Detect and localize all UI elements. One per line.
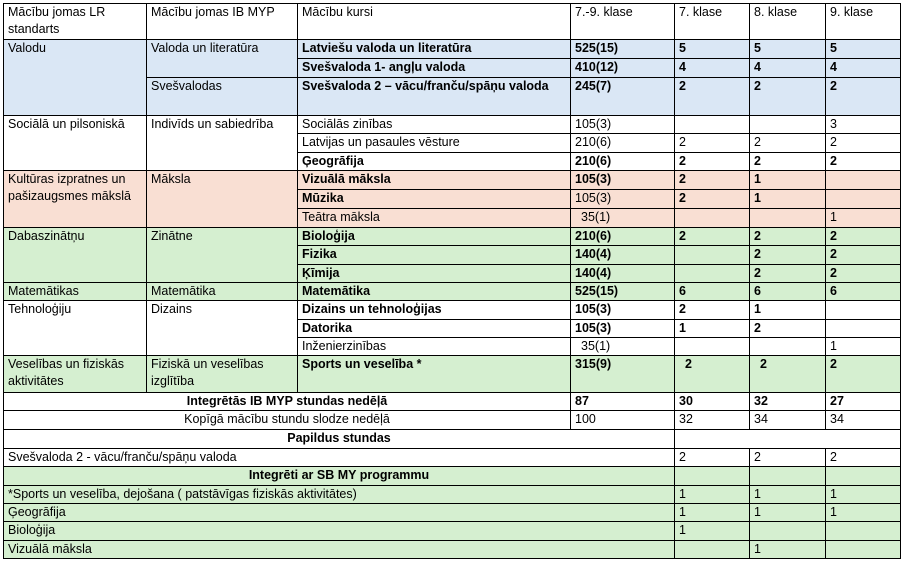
course-total: 210(6) xyxy=(571,134,675,152)
course-g9: 2 xyxy=(826,228,901,246)
sb-geo-g7: 1 xyxy=(675,503,750,521)
course-g8: 2 xyxy=(750,264,826,282)
course-g7: 2 xyxy=(675,152,750,170)
area-svesvalodas: Svešvalodas xyxy=(147,78,298,116)
course-g9: 2 xyxy=(826,78,901,116)
course-total: 140(4) xyxy=(571,246,675,264)
additional-sv2-g8: 2 xyxy=(750,448,826,466)
course-g9 xyxy=(826,190,901,208)
course-name: Fizika xyxy=(298,246,571,264)
course-name: Latviešu valoda un literatūra xyxy=(298,39,571,58)
course-g9: 2 xyxy=(826,246,901,264)
header-lr-standards: Mācību jomas LR standarts xyxy=(4,4,147,40)
table-row xyxy=(4,485,901,503)
area-dizains: Dizains xyxy=(147,301,298,356)
course-g7 xyxy=(675,264,750,282)
additional-empty xyxy=(675,429,901,448)
course-g8: 2 xyxy=(750,356,826,393)
additional-sv2-g9: 2 xyxy=(826,448,901,466)
course-g9 xyxy=(826,301,901,319)
course-g7: 6 xyxy=(675,282,750,300)
course-name: Sociālās zinības xyxy=(298,116,571,134)
load-label: Kopīgā mācību stundu slodze nedēļā xyxy=(4,411,571,429)
course-g8 xyxy=(750,208,826,227)
header-row xyxy=(4,4,901,40)
table-row xyxy=(4,301,901,319)
course-g8: 4 xyxy=(750,58,826,77)
sb-viz-label: Vizuālā māksla xyxy=(4,540,675,558)
course-total: 140(4) xyxy=(571,264,675,282)
table-row xyxy=(4,282,901,300)
course-g9: 3 xyxy=(826,116,901,134)
load-g9: 34 xyxy=(826,411,901,429)
sb-viz-g7 xyxy=(675,540,750,558)
area-tehnologiju: Tehnoloģiju xyxy=(4,301,147,356)
area-social: Sociālā un pilsoniskā xyxy=(4,116,147,171)
area-valodu: Valodu xyxy=(4,39,147,115)
header-grades-total: 7.-9. klase xyxy=(571,4,675,40)
course-g7: 2 xyxy=(675,228,750,246)
course-name: Bioloģija xyxy=(298,228,571,246)
header-grade9: 9. klase xyxy=(826,4,901,40)
course-g9: 5 xyxy=(826,39,901,58)
course-g8: 2 xyxy=(750,246,826,264)
sb-geo-g9: 1 xyxy=(826,503,901,521)
sb-bio-g7: 1 xyxy=(675,522,750,540)
course-name: Inženierzinības xyxy=(298,337,571,355)
curriculum-table xyxy=(3,3,901,559)
course-g8: 5 xyxy=(750,39,826,58)
area-kultura: Kultūras izpratnes un pašizaugsmes mākslā xyxy=(4,170,147,227)
course-g9: 1 xyxy=(826,337,901,355)
table-row xyxy=(4,540,901,558)
course-g9: 2 xyxy=(826,134,901,152)
course-name: Svešvaloda 2 – vācu/franču/spāņu valoda xyxy=(298,78,571,116)
area-matematikas: Matemātikas xyxy=(4,282,147,300)
course-total: 35(1) xyxy=(571,208,675,227)
integrated-g9: 27 xyxy=(826,392,901,410)
area-dabas: Dabaszinātņu xyxy=(4,228,147,283)
load-g8: 34 xyxy=(750,411,826,429)
sb-viz-g8: 1 xyxy=(750,540,826,558)
course-g8: 2 xyxy=(750,319,826,337)
course-g7: 2 xyxy=(675,301,750,319)
header-courses: Mācību kursi xyxy=(298,4,571,40)
area-individs: Indivīds un sabiedrība xyxy=(147,116,298,171)
course-g7: 5 xyxy=(675,39,750,58)
course-total: 525(15) xyxy=(571,282,675,300)
course-name: Sports un veselība * xyxy=(298,356,571,393)
course-total: 210(6) xyxy=(571,228,675,246)
sb-header-row xyxy=(4,467,901,485)
course-total: 105(3) xyxy=(571,170,675,189)
course-g9: 4 xyxy=(826,58,901,77)
area-veseliba: Veselības un fiziskās aktivitātes xyxy=(4,356,147,393)
header-grade7: 7. klase xyxy=(675,4,750,40)
sb-sport-g7: 1 xyxy=(675,485,750,503)
course-name: Svešvaloda 1- angļu valoda xyxy=(298,58,571,77)
sb-geo-g8: 1 xyxy=(750,503,826,521)
course-name: Mūzika xyxy=(298,190,571,208)
course-g8 xyxy=(750,337,826,355)
integrated-total: 87 xyxy=(571,392,675,410)
integrated-g7: 30 xyxy=(675,392,750,410)
course-g9: 2 xyxy=(826,356,901,393)
header-grade8: 8. klase xyxy=(750,4,826,40)
course-g8: 2 xyxy=(750,134,826,152)
integrated-label: Integrētās IB MYP stundas nedēļā xyxy=(4,392,571,410)
course-g8: 2 xyxy=(750,228,826,246)
table-row xyxy=(4,39,901,58)
course-g8: 6 xyxy=(750,282,826,300)
table-row xyxy=(4,170,901,189)
course-g7: 2 xyxy=(675,78,750,116)
sb-bio-g8 xyxy=(750,522,826,540)
course-g8 xyxy=(750,116,826,134)
sb-bio-label: Bioloģija xyxy=(4,522,675,540)
course-g7 xyxy=(675,116,750,134)
table-row xyxy=(4,356,901,393)
area-zinatne: Zinātne xyxy=(147,228,298,283)
course-total: 105(3) xyxy=(571,190,675,208)
course-g7 xyxy=(675,208,750,227)
integrated-row xyxy=(4,392,901,410)
course-g7 xyxy=(675,337,750,355)
area-maksla: Māksla xyxy=(147,170,298,227)
sb-sport-g9: 1 xyxy=(826,485,901,503)
course-g7: 1 xyxy=(675,319,750,337)
course-g8: 1 xyxy=(750,190,826,208)
course-g7: 2 xyxy=(675,134,750,152)
sb-geo-label: Ģeogrāfija xyxy=(4,503,675,521)
table-row xyxy=(4,116,901,134)
course-total: 410(12) xyxy=(571,58,675,77)
course-g7 xyxy=(675,246,750,264)
course-g9 xyxy=(826,319,901,337)
course-total: 105(3) xyxy=(571,301,675,319)
course-g8: 1 xyxy=(750,170,826,189)
course-g7: 2 xyxy=(675,356,750,393)
additional-header-row xyxy=(4,429,901,448)
course-total: 35(1) xyxy=(571,337,675,355)
sb-sport-g8: 1 xyxy=(750,485,826,503)
course-name: Dizains un tehnoloģijas xyxy=(298,301,571,319)
course-g8: 2 xyxy=(750,152,826,170)
course-total: 105(3) xyxy=(571,116,675,134)
course-name: Ģeogrāfija xyxy=(298,152,571,170)
course-g8: 1 xyxy=(750,301,826,319)
load-g7: 32 xyxy=(675,411,750,429)
integrated-g8: 32 xyxy=(750,392,826,410)
course-name: Teātra māksla xyxy=(298,208,571,227)
additional-sv2-label: Svešvaloda 2 - vācu/franču/spāņu valoda xyxy=(4,448,675,466)
area-valoda-lit: Valoda un literatūra xyxy=(147,39,298,78)
course-g7: 2 xyxy=(675,190,750,208)
course-g9 xyxy=(826,170,901,189)
area-fiziska: Fiziskā un veselības izglītība xyxy=(147,356,298,393)
course-g9: 6 xyxy=(826,282,901,300)
course-g9: 1 xyxy=(826,208,901,227)
sb-title: Integrēti ar SB MY programmu xyxy=(4,467,675,485)
course-g8: 2 xyxy=(750,78,826,116)
table-row xyxy=(4,503,901,521)
table-row xyxy=(4,448,901,466)
sb-sport-label: *Sports un veselība, dejošana ( patstāvīgas fiziskās aktivitātes) xyxy=(4,485,675,503)
course-total: 525(15) xyxy=(571,39,675,58)
course-total: 315(9) xyxy=(571,356,675,393)
additional-sv2-g7: 2 xyxy=(675,448,750,466)
sb-bio-g9 xyxy=(826,522,901,540)
course-total: 245(7) xyxy=(571,78,675,116)
area-matematika: Matemātika xyxy=(147,282,298,300)
load-total: 100 xyxy=(571,411,675,429)
course-g7: 2 xyxy=(675,170,750,189)
header-ib-areas: Mācību jomas IB MYP xyxy=(147,4,298,40)
course-g9: 2 xyxy=(826,264,901,282)
table-row xyxy=(4,522,901,540)
table-row xyxy=(4,228,901,246)
course-total: 105(3) xyxy=(571,319,675,337)
additional-title: Papildus stundas xyxy=(4,429,675,448)
course-name: Latvijas un pasaules vēsture xyxy=(298,134,571,152)
course-name: Datorika xyxy=(298,319,571,337)
course-name: Vizuālā māksla xyxy=(298,170,571,189)
course-name: Matemātika xyxy=(298,282,571,300)
course-g7: 4 xyxy=(675,58,750,77)
sb-viz-g9 xyxy=(826,540,901,558)
course-total: 210(6) xyxy=(571,152,675,170)
load-row xyxy=(4,411,901,429)
course-name: Ķīmija xyxy=(298,264,571,282)
course-g9: 2 xyxy=(826,152,901,170)
